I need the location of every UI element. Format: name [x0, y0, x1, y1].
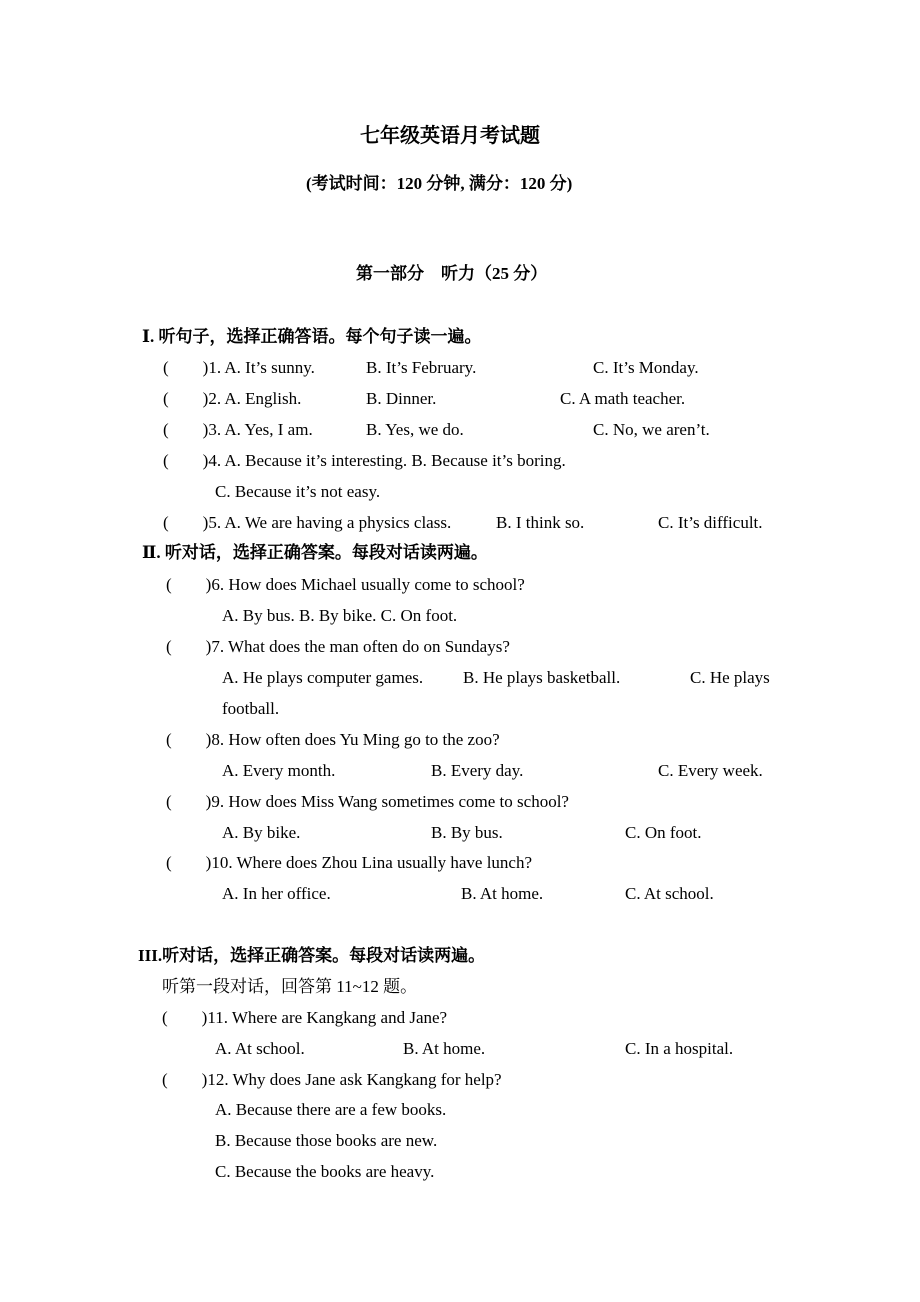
section-3-instruction: III.听对话，选择正确答案。每段对话读两遍。 [138, 946, 486, 965]
question-7-option-c-continued: football. [222, 699, 280, 718]
question-10-option-b: B. At home. [461, 884, 544, 903]
question-6-options: A. By bus. B. By bike. C. On foot. [222, 606, 458, 625]
question-12: ( )12. Why does Jane ask Kangkang for help? [162, 1070, 502, 1089]
question-8-option-b: B. Every day. [431, 761, 524, 780]
question-10-option-a: A. In her office. [222, 884, 331, 903]
question-2-option-c: C. A math teacher. [560, 389, 686, 408]
question-3-option-c: C. No, we aren’t. [593, 420, 710, 439]
question-6: ( )6. How does Michael usually come to school? [166, 575, 525, 594]
question-1: ( )1. A. It’s sunny. [163, 358, 315, 377]
question-8-option-c: C. Every week. [658, 761, 763, 780]
question-7-option-c: C. He plays [690, 668, 770, 687]
section-2-instruction: Ⅱ. 听对话，选择正确答案。每段对话读两遍。 [142, 543, 488, 562]
question-11-option-a: A. At school. [215, 1039, 305, 1058]
question-8-option-a: A. Every month. [222, 761, 336, 780]
page-title: 七年级英语月考试题 [360, 125, 540, 147]
question-10-option-c: C. At school. [625, 884, 714, 903]
part-heading: 第一部分 听力（25 分） [356, 264, 548, 283]
question-1-option-b: B. It’s February. [366, 358, 477, 377]
question-11-option-c: C. In a hospital. [625, 1039, 734, 1058]
question-10: ( )10. Where does Zhou Lina usually have lunch? [166, 853, 533, 872]
question-8: ( )8. How often does Yu Ming go to the zoo? [166, 730, 500, 749]
question-12-option-c: C. Because the books are heavy. [215, 1162, 435, 1181]
question-5-option-c: C. It’s difficult. [658, 513, 763, 532]
question-11-option-b: B. At home. [403, 1039, 486, 1058]
question-9-option-b: B. By bus. [431, 823, 503, 842]
question-3-option-b: B. Yes, we do. [366, 420, 464, 439]
question-7-option-b: B. He plays basketball. [463, 668, 621, 687]
section-3-note: 听第一段对话，回答第 11~12 题。 [162, 977, 418, 996]
question-5-option-b: B. I think so. [496, 513, 585, 532]
question-4: ( )4. A. Because it’s interesting. B. Because it’s boring. [163, 451, 566, 470]
question-5: ( )5. A. We are having a physics class. [163, 513, 452, 532]
question-7-option-a: A. He plays computer games. [222, 668, 424, 687]
section-1-instruction: Ⅰ. 听句子，选择正确答语。每个句子读一遍。 [142, 327, 482, 346]
question-9: ( )9. How does Miss Wang sometimes come to school? [166, 792, 569, 811]
question-3: ( )3. A. Yes, I am. [163, 420, 313, 439]
question-1-option-c: C. It’s Monday. [593, 358, 699, 377]
question-9-option-c: C. On foot. [625, 823, 702, 842]
question-12-option-a: A. Because there are a few books. [215, 1100, 447, 1119]
question-2-option-b: B. Dinner. [366, 389, 437, 408]
question-9-option-a: A. By bike. [222, 823, 301, 842]
exam-info: (考试时间：120 分钟, 满分：120 分) [306, 174, 573, 193]
question-7: ( )7. What does the man often do on Sundays? [166, 637, 510, 656]
question-12-option-b: B. Because those books are new. [215, 1131, 438, 1150]
question-11: ( )11. Where are Kangkang and Jane? [162, 1008, 448, 1027]
question-2: ( )2. A. English. [163, 389, 302, 408]
question-4-option-c: C. Because it’s not easy. [215, 482, 381, 501]
